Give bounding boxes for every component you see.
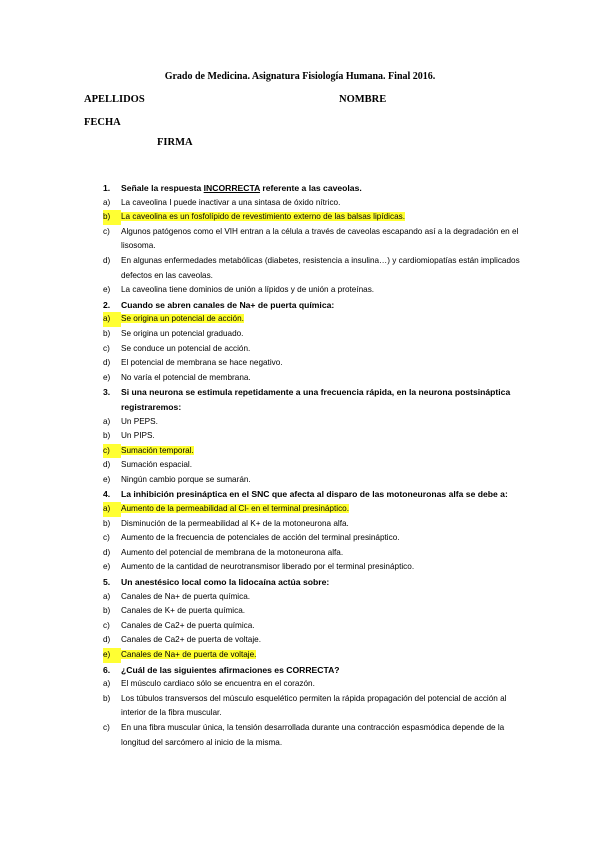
option-label: Un PEPS.	[121, 416, 158, 426]
option-label: Canales de Na+ de puerta química.	[121, 591, 251, 601]
option-label: Un PIPS.	[121, 431, 155, 441]
option-letter: a)	[103, 679, 111, 689]
option-letter: d)	[103, 358, 111, 368]
option-label: El potencial de membrana se hace negativo.	[121, 358, 283, 368]
question-number: 6.	[103, 664, 111, 675]
question-4	[103, 487, 523, 502]
option-label: Canales de K+ de puerta química.	[121, 606, 246, 616]
option-letter: a)	[103, 197, 111, 207]
option-text	[121, 677, 523, 692]
option-label: Aumento de la frecuencia de potenciales de acción del terminal presináptico.	[121, 533, 400, 543]
highlighted-answer: Se origina un potencial de acción.	[121, 314, 244, 324]
fecha-label: FECHA	[84, 117, 121, 128]
option-letter: b)	[103, 431, 111, 441]
option-label: Sumación espacial.	[121, 460, 192, 470]
option-letter: d)	[103, 635, 111, 645]
option-letter: c)	[103, 226, 110, 236]
answer-option	[103, 225, 523, 254]
answer-option	[103, 327, 523, 342]
option-label: En una fibra muscular única, la tensión desarrollada durante una contracción espasmódica depende de la longitud del sarcómero al inicio de la misma.	[121, 722, 505, 747]
option-text	[121, 502, 523, 517]
answer-option	[103, 371, 523, 386]
question-text: La inhibición presináptica en el SNC que afecta al disparo de las motoneuronas alfa se debe a:	[121, 489, 508, 500]
option-label: Se origina un potencial graduado.	[121, 328, 244, 338]
option-text	[121, 429, 523, 444]
answer-option	[103, 283, 523, 298]
highlighted-answer: Sumación temporal.	[121, 445, 194, 455]
option-text	[121, 312, 523, 327]
question-text: Cuando se abren canales de Na+ de puerta química:	[121, 299, 335, 310]
option-letter: e)	[103, 562, 111, 572]
option-letter: d)	[103, 547, 111, 557]
option-letter: b)	[103, 518, 111, 528]
answer-option	[103, 473, 523, 488]
option-text	[121, 473, 523, 488]
option-label: Canales de Ca2+ de puerta química.	[121, 620, 255, 630]
option-text	[121, 444, 523, 459]
option-label: El músculo cardiaco sólo se encuentra en el corazón.	[121, 679, 315, 689]
option-text	[121, 356, 523, 371]
apellidos-label: APELLIDOS	[84, 94, 145, 105]
option-label: Los túbulos transversos del músculo esquelético permiten la rápida propagación del potencial de acción al interior de la fibra muscular.	[121, 693, 507, 718]
option-label: Disminución de la permeabilidad al K+ de la motoneurona alfa.	[121, 518, 349, 528]
option-label: Ningún cambio porque se sumarán.	[121, 474, 251, 484]
option-text	[121, 371, 523, 386]
option-label: Aumento del potencial de membrana de la motoneurona alfa.	[121, 547, 344, 557]
answer-option	[103, 210, 523, 225]
option-letter: a)	[103, 312, 121, 327]
option-text	[121, 458, 523, 473]
question-text-before: Señale la respuesta	[121, 183, 204, 193]
option-label: En algunas enfermedades metabólicas (diabetes, resistencia a insulina…) y cardiomiopatías están implicados defectos en las caveolas.	[121, 255, 520, 280]
question-text: ¿Cuál de las siguientes afirmaciones es CORRECTA?	[121, 664, 340, 675]
question-1	[103, 181, 523, 196]
option-text	[121, 254, 523, 283]
option-letter: e)	[103, 648, 121, 663]
answer-option	[103, 342, 523, 357]
question-3	[103, 385, 523, 414]
nombre-label: NOMBRE	[339, 94, 387, 105]
option-letter: c)	[103, 444, 121, 459]
option-text	[121, 210, 523, 225]
answer-option	[103, 502, 523, 517]
option-text	[121, 531, 523, 546]
question-text: Si una neurona se estimula repetidamente a una frecuencia rápida, en la neurona postsináptica registraremos:	[121, 387, 511, 412]
questions-list	[103, 181, 523, 750]
answer-option	[103, 254, 523, 283]
answer-option	[103, 721, 523, 750]
highlighted-answer: La caveolina es un fosfolípido de revestimiento externo de las balsas lipídicas.	[121, 212, 405, 222]
question-5	[103, 575, 523, 590]
answer-option	[103, 444, 523, 459]
exam-title: Grado de Medicina. Asignatura Fisiología Humana. Final 2016.	[164, 71, 436, 82]
answer-option	[103, 196, 523, 211]
option-letter: a)	[103, 416, 111, 426]
option-letter: c)	[103, 722, 110, 732]
answer-option	[103, 531, 523, 546]
option-letter: d)	[103, 460, 111, 470]
option-text	[121, 546, 523, 561]
option-letter: e)	[103, 474, 111, 484]
option-text	[121, 721, 523, 750]
option-text	[121, 415, 523, 430]
answer-option	[103, 677, 523, 692]
question-text: Un anestésico local como la lidocaína actúa sobre:	[121, 577, 330, 588]
answer-option	[103, 633, 523, 648]
option-label: Aumento de la cantidad de neurotransmisor liberado por el terminal presináptico.	[121, 562, 415, 572]
question-number: 4.	[103, 489, 111, 500]
option-letter: b)	[103, 693, 111, 703]
answer-option	[103, 560, 523, 575]
answer-option	[103, 590, 523, 605]
highlighted-answer: Aumento de la permeabilidad al Cl- en el terminal presináptico.	[121, 504, 350, 514]
answer-option	[103, 517, 523, 532]
answer-option	[103, 356, 523, 371]
answer-option	[103, 429, 523, 444]
option-text	[121, 327, 523, 342]
option-text	[121, 692, 523, 721]
option-letter: b)	[103, 210, 121, 225]
option-text	[121, 648, 523, 663]
firma-label: FIRMA	[157, 137, 193, 148]
option-text	[121, 225, 523, 254]
option-label: Algunos patógenos como el VIH entran a la célula a través de caveolas escapando así a la degradación en el lisosoma.	[121, 226, 519, 251]
option-text	[121, 283, 523, 298]
option-label: La caveolina I puede inactivar a una sintasa de óxido nítrico.	[121, 197, 341, 207]
option-letter: e)	[103, 372, 111, 382]
option-letter: d)	[103, 255, 111, 265]
answer-option	[103, 546, 523, 561]
answer-option	[103, 415, 523, 430]
option-label: No varía el potencial de membrana.	[121, 372, 251, 382]
option-letter: e)	[103, 285, 111, 295]
option-label: Canales de Ca2+ de puerta de voltaje.	[121, 635, 261, 645]
question-number: 3.	[103, 387, 111, 398]
option-text	[121, 517, 523, 532]
option-letter: a)	[103, 591, 111, 601]
option-text	[121, 560, 523, 575]
answer-option	[103, 458, 523, 473]
option-letter: b)	[103, 606, 111, 616]
question-6	[103, 663, 523, 678]
question-number: 2.	[103, 299, 111, 310]
option-letter: a)	[103, 502, 121, 517]
option-letter: b)	[103, 328, 111, 338]
option-text	[121, 633, 523, 648]
highlighted-answer: Canales de Na+ de puerta de voltaje.	[121, 650, 257, 659]
question-text-after: referente a las caveolas.	[259, 183, 362, 193]
question-text-underlined: INCORRECTA	[203, 183, 260, 193]
answer-option	[103, 604, 523, 619]
question-number: 5.	[103, 577, 111, 588]
answer-option	[103, 312, 523, 327]
question-text	[121, 181, 523, 196]
question-number: 1.	[103, 183, 111, 193]
option-text	[121, 604, 523, 619]
option-text	[121, 619, 523, 634]
answer-option	[103, 648, 523, 663]
option-label: La caveolina tiene dominios de unión a lípidos y de unión a proteínas.	[121, 285, 375, 295]
question-2	[103, 298, 523, 313]
answer-option	[103, 619, 523, 634]
option-label: Se conduce un potencial de acción.	[121, 343, 251, 353]
option-text	[121, 196, 523, 211]
option-letter: c)	[103, 620, 110, 630]
option-letter: c)	[103, 533, 110, 543]
answer-option	[103, 692, 523, 721]
option-text	[121, 590, 523, 605]
option-text	[121, 342, 523, 357]
option-letter: c)	[103, 343, 110, 353]
